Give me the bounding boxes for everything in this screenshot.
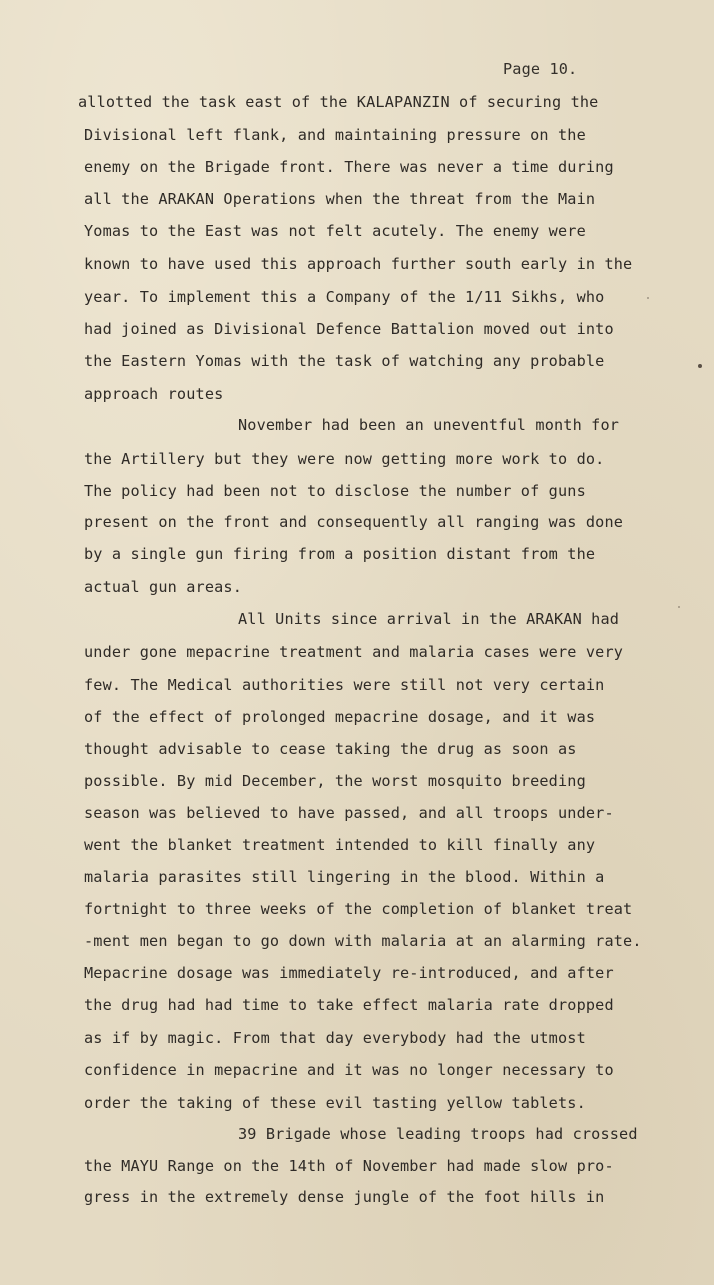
text-line: known to have used this approach further south early in the (84, 255, 633, 273)
text-line: Divisional left flank, and maintaining pressure on the (84, 126, 586, 144)
text-line: by a single gun firing from a position distant from the (84, 545, 596, 563)
text-line: under gone mepacrine treatment and malaria cases were very (84, 643, 624, 661)
text-line: -ment men began to go down with malaria at an alarming rate. (84, 932, 642, 950)
text-line: thought advisable to cease taking the drug as soon as (84, 740, 577, 758)
text-line: as if by magic. From that day everybody had the utmost (84, 1029, 586, 1047)
paragraph-start-line: All Units since arrival in the ARAKAN had (238, 610, 620, 628)
text-line: went the blanket treatment intended to kill finally any (84, 836, 596, 854)
text-line: confidence in mepacrine and it was no longer necessary to (84, 1061, 614, 1079)
text-line: The policy had been not to disclose the number of guns (84, 482, 586, 500)
paragraph-start-line: 39 Brigade whose leading troops had crossed (238, 1125, 638, 1143)
ink-speck (678, 606, 680, 608)
text-line: all the ARAKAN Operations when the threat from the Main (84, 190, 596, 208)
paragraph-start-line: November had been an uneventful month for (238, 416, 620, 434)
text-line: gress in the extremely dense jungle of the foot hills in (84, 1188, 605, 1206)
ink-speck (647, 297, 649, 299)
text-line: Mepacrine dosage was immediately re-introduced, and after (84, 964, 614, 982)
text-line: fortnight to three weeks of the completion of blanket treat (84, 900, 633, 918)
text-line: year. To implement this a Company of the 1/11 Sikhs, who (84, 288, 605, 306)
text-line: the Artillery but they were now getting more work to do. (84, 450, 605, 468)
text-line: the MAYU Range on the 14th of November had made slow pro- (84, 1157, 614, 1175)
text-line: the drug had had time to take effect malaria rate dropped (84, 996, 614, 1014)
text-line: order the taking of these evil tasting yellow tablets. (84, 1094, 586, 1112)
text-line: had joined as Divisional Defence Battalion moved out into (84, 320, 614, 338)
text-line: the Eastern Yomas with the task of watching any probable (84, 352, 605, 370)
text-line: approach routes (84, 385, 224, 403)
text-line: present on the front and consequently all ranging was done (84, 513, 624, 531)
text-line: malaria parasites still lingering in the blood. Within a (84, 868, 605, 886)
ink-speck (698, 364, 702, 368)
text-line: possible. By mid December, the worst mosquito breeding (84, 772, 586, 790)
text-line: Yomas to the East was not felt acutely. The enemy were (84, 222, 586, 240)
text-line: actual gun areas. (84, 578, 242, 596)
text-line: few. The Medical authorities were still not very certain (84, 676, 605, 694)
text-line: of the effect of prolonged mepacrine dosage, and it was (84, 708, 596, 726)
page-number: Page 10. (503, 60, 578, 78)
text-line: enemy on the Brigade front. There was never a time during (84, 158, 614, 176)
text-line: season was believed to have passed, and all troops under- (84, 804, 614, 822)
text-line: allotted the task east of the KALAPANZIN of securing the (78, 93, 599, 111)
